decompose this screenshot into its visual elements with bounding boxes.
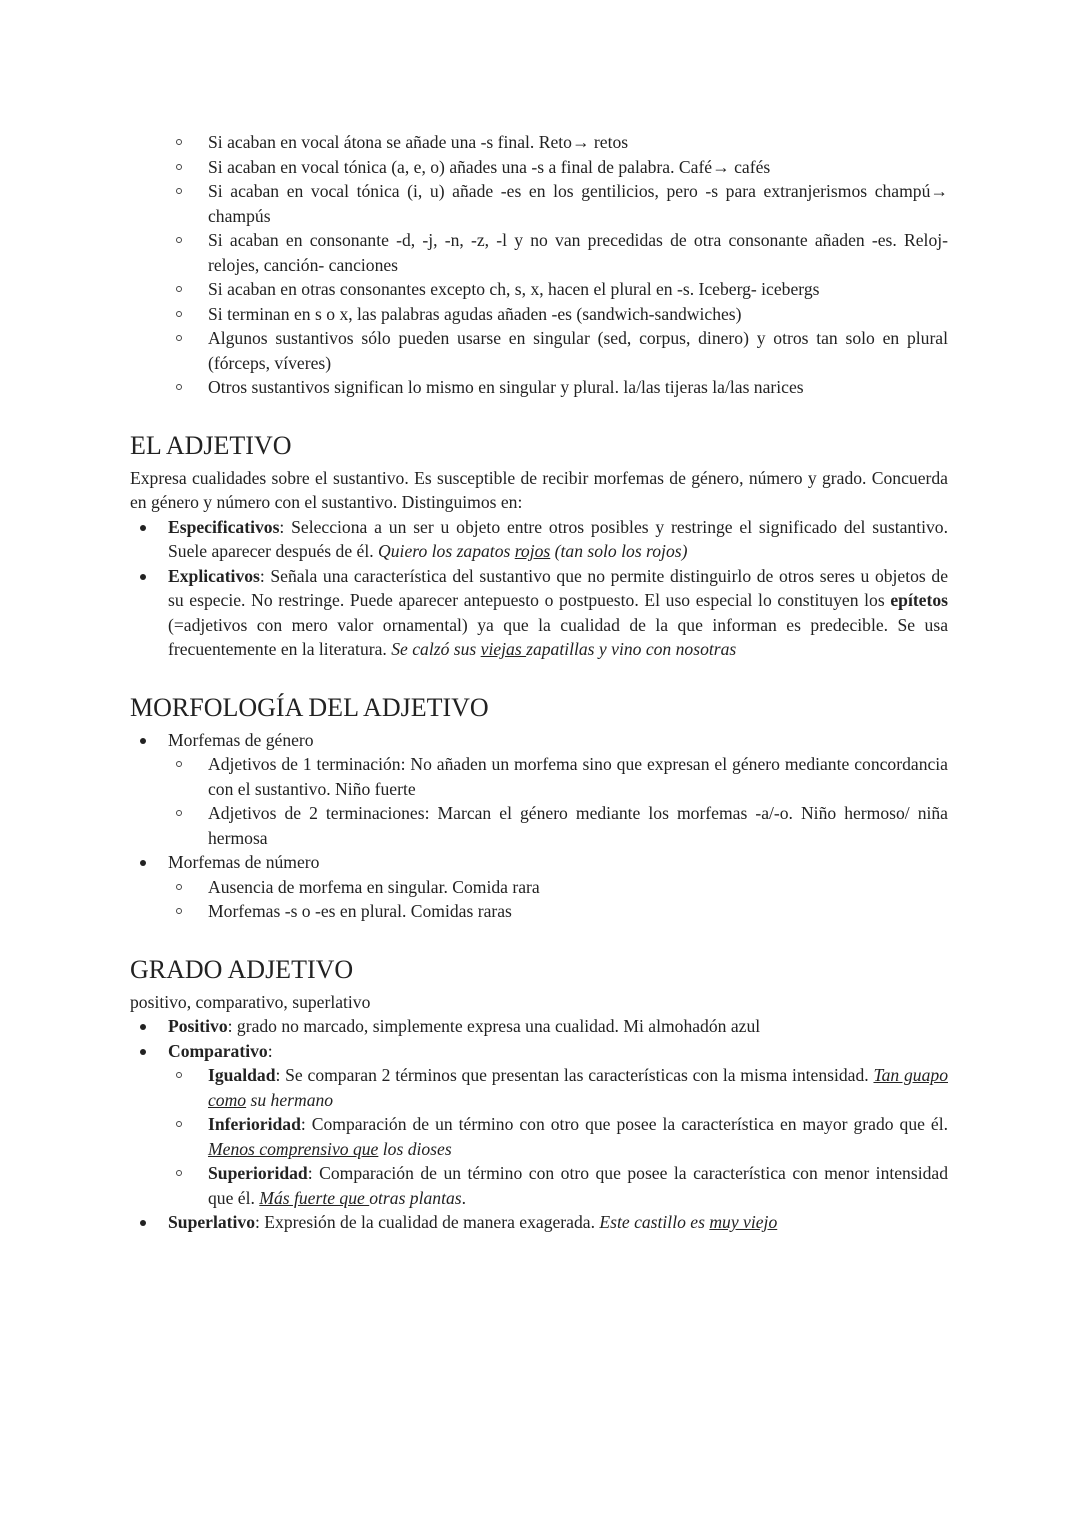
text-segment: otras plantas [369,1187,462,1208]
text-segment: Si acaban en vocal átona se añade una -s final. Reto→ retos [208,132,629,152]
term-label: Positivo [168,1016,228,1036]
plural-rule-item [130,155,948,180]
term-label: Igualdad [208,1065,276,1085]
text-segment: Se calzó sus [391,639,481,659]
text-segment: Adjetivos de 2 terminaciones: Marcan el género mediante los morfemas -a/-o. Niño hermoso/ niña hermosa [208,803,948,848]
text-segment: : Comparación de un término con otro que posee la característica con menor intensidad que él. [208,1163,948,1208]
text-segment: : Selecciona a un ser u objeto entre otros posibles y restringe el significado del sustantivo. Suele aparecer después de él. [168,516,948,561]
text-segment: Si terminan en s o x, las palabras agudas añaden -es (sandwich-sandwiches) [208,303,742,324]
text-segment: Algunos sustantivos sólo pueden usarse en singular (sed, corpus, dinero) y otros tan solo en plural (fórceps, víveres) [208,328,948,373]
text-segment: Si acaban en vocal tónica (i, u) añade -es en los gentilicios, pero -s para extranjerismos champú→ champús [208,181,948,226]
morfologia-list [130,728,948,924]
plural-rule-item [130,228,948,277]
plural-rule-item [130,179,948,228]
text-segment: Ausencia de morfema en singular. Comida rara [208,876,540,897]
text-segment: : Señala una característica del sustantivo que no permite distinguirlo de otros seres u objetos de su especie. No restringe. Puede aparecer antepuesto o postpuesto. El uso especial lo constituyen los [168,565,948,610]
text-segment: los dioses [378,1138,452,1159]
morpheme-subitem [130,801,948,850]
text-segment: su hermano [246,1089,334,1110]
text-segment: Si acaban en consonante -d, -j, -n, -z, -l y no van precedidas de otra consonante añaden -es. Reloj-relojes, canción- canciones [208,230,948,275]
grado-list [130,1014,948,1235]
text-segment: Adjetivos de 1 terminación: No añaden un morfema sino que expresan el género mediante concordancia con el sustantivo. Niño fuerte [208,754,948,799]
example-highlight: rojos [514,541,551,561]
grado-intro: positivo, comparativo, superlativo [130,991,371,1012]
text-segment: : Se comparan 2 términos que presentan las características con la misma intensidad. [275,1065,874,1085]
example-highlight: Menos comprensivo que [208,1138,379,1159]
comparativo-subitem [130,1161,948,1210]
plural-rule-item [130,375,948,400]
text-segment: Otros sustantivos significan lo mismo en singular y plural. la/las tijeras la/las narices [208,377,804,397]
grade-item-superlativo [130,1210,948,1235]
text-segment: Si acaban en otras consonantes excepto ch, s, x, hacen el plural en -s. Iceberg- icebergs [208,279,820,299]
text-segment: . [461,1187,467,1208]
term-label: Comparativo [168,1040,268,1061]
text-segment: Morfemas -s o -es en plural. Comidas raras [208,901,512,921]
section-heading-grado: GRADO ADJETIVO [130,954,354,984]
adjetivo-intro: Expresa cualidades sobre el sustantivo. Es susceptible de recibir morfemas de género, número y grado. Concuerda en género y número con el sustantivo. Distinguimos en: [130,467,948,512]
term-label: epítetos [890,590,948,610]
example-highlight: Tan guapo como [208,1065,948,1110]
text-segment: : grado no marcado, simplemente expresa una cualidad. Mi almohadón azul [227,1016,761,1036]
text-segment: Si acaban en vocal tónica (a, e, o) añades una -s a final de palabra. Café→ cafés [208,156,771,177]
term-label: Superioridad [208,1163,308,1183]
plural-rule-item [130,326,948,375]
plural-rule-item [130,302,948,327]
text-segment: : Expresión de la cualidad de manera exagerada. [255,1212,600,1232]
comparativo-subitem [130,1112,948,1161]
adjective-type-item [130,515,948,564]
section-heading-adjetivo: EL ADJETIVO [130,430,292,460]
grade-item-comparativo [130,1039,948,1064]
text-segment: zapatillas y vino con nosotras [526,639,737,659]
plural-rule-item [130,130,948,155]
adjetivo-types-list [130,515,948,662]
section-heading-morfologia: MORFOLOGÍA DEL ADJETIVO [130,692,489,722]
morpheme-subitem [130,899,948,924]
adjective-type-item [130,564,948,662]
term-label: Especificativos [168,516,280,537]
text-segment: (tan solo los rojos) [550,541,688,561]
text-segment: (=adjetivos con mero valor ornamental) ya que la cualidad de la que informan es predecible. Se usa frecuentemente en la literatura. [168,614,948,659]
morpheme-subitem [130,752,948,801]
example-highlight: muy viejo [709,1212,778,1232]
text-segment: : [267,1040,273,1061]
term-label: Superlativo [168,1212,255,1232]
document-page [130,130,948,1235]
text-segment: Este castillo es [599,1212,710,1232]
text-segment: Quiero los zapatos [378,541,515,561]
morpheme-group-item: Morfemas de género [130,728,948,753]
example-highlight: Más fuerte que [259,1187,370,1208]
term-label: Explicativos [168,565,260,586]
text-segment: : Comparación de un término con otro que posee la característica en mayor grado que él. [300,1114,948,1134]
morpheme-group-item: Morfemas de número [130,850,948,875]
grade-item-positivo [130,1014,948,1039]
plural-rule-item [130,277,948,302]
plural-rules-list [130,130,948,400]
term-label: Inferioridad [208,1114,301,1134]
comparativo-subitem [130,1063,948,1112]
example-highlight: viejas [480,639,527,659]
morpheme-subitem [130,875,948,900]
